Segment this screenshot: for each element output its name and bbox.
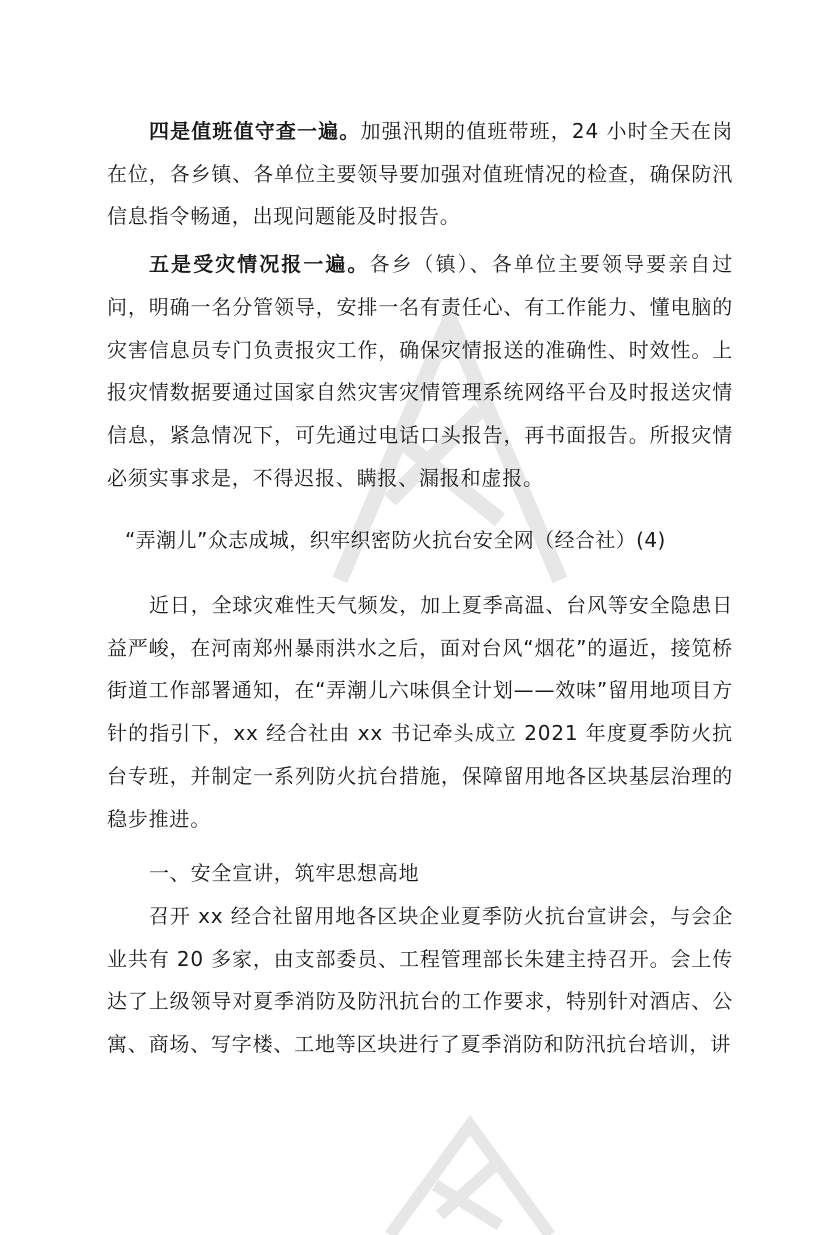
watermark-logo-icon (370, 1115, 570, 1235)
paragraph-lead: 四是值班值守查一遍。 (149, 119, 361, 143)
paragraph-disaster-report (107, 243, 733, 499)
paragraph-text: 加强汛期的值班带班，24 小时全天在岗在位，各乡镇、各单位主要领导要加强对值班情况的检查，确保防汛信息指令畅通，出现问题能及时报告。 (107, 119, 734, 229)
paragraph-section-body: 召开 xx 经合社留用地各区块企业夏季防火抗台宣讲会，与会企业共有 20 多家，由支部委员、工程管理部长朱建主持召开。会上传达了上级领导对夏季消防及防汛抗台的工作要求，特别针对酒店、公寓、商场、写字楼、工地等区块进行了夏季消防和防汛抗台培训，讲 (107, 903, 733, 1057)
section-heading: 一、安全宣讲，筑牢思想高地 (149, 861, 420, 886)
paragraph-text: 各乡（镇）、各单位主要领导要亲自过问，明确一名分管领导，安排一名有责任心、有工作能力、懂电脑的灾害信息员专门负责报灾工作，确保灾情报送的准确性、时效性。上报灾情数据要通过国家自然灾害灾情管理系统网络平台及时报送灾情信息，紧急情况下，可先通过电话口头报告，再书面报告。所报灾情必须实事求是，不得迟报、瞒报、漏报和虚报。 (107, 252, 734, 490)
document-page (107, 110, 733, 1066)
paragraph-intro: 近日，全球灾难性天气频发，加上夏季高温、台风等安全隐患日益严峻，在河南郑州暴雨洪水之后，面对台风“烟花”的逼近，接笕桥街道工作部署通知，在“弄潮儿六味俱全计划——效味”留用地项目方针的指引下，xx 经合社由 xx 书记牵头成立 2021 年度夏季防火抗台专班，并制定一系列防火抗台措施，保障留用地各区块基层治理的稳步推进。 (107, 593, 733, 831)
paragraph-duty-check (107, 110, 733, 238)
paragraph-lead: 五是受灾情况报一遍。 (149, 252, 370, 277)
article-title: “弄潮儿”众志成城，织牢织密防火抗台安全网（经合社）(4) (125, 528, 666, 553)
